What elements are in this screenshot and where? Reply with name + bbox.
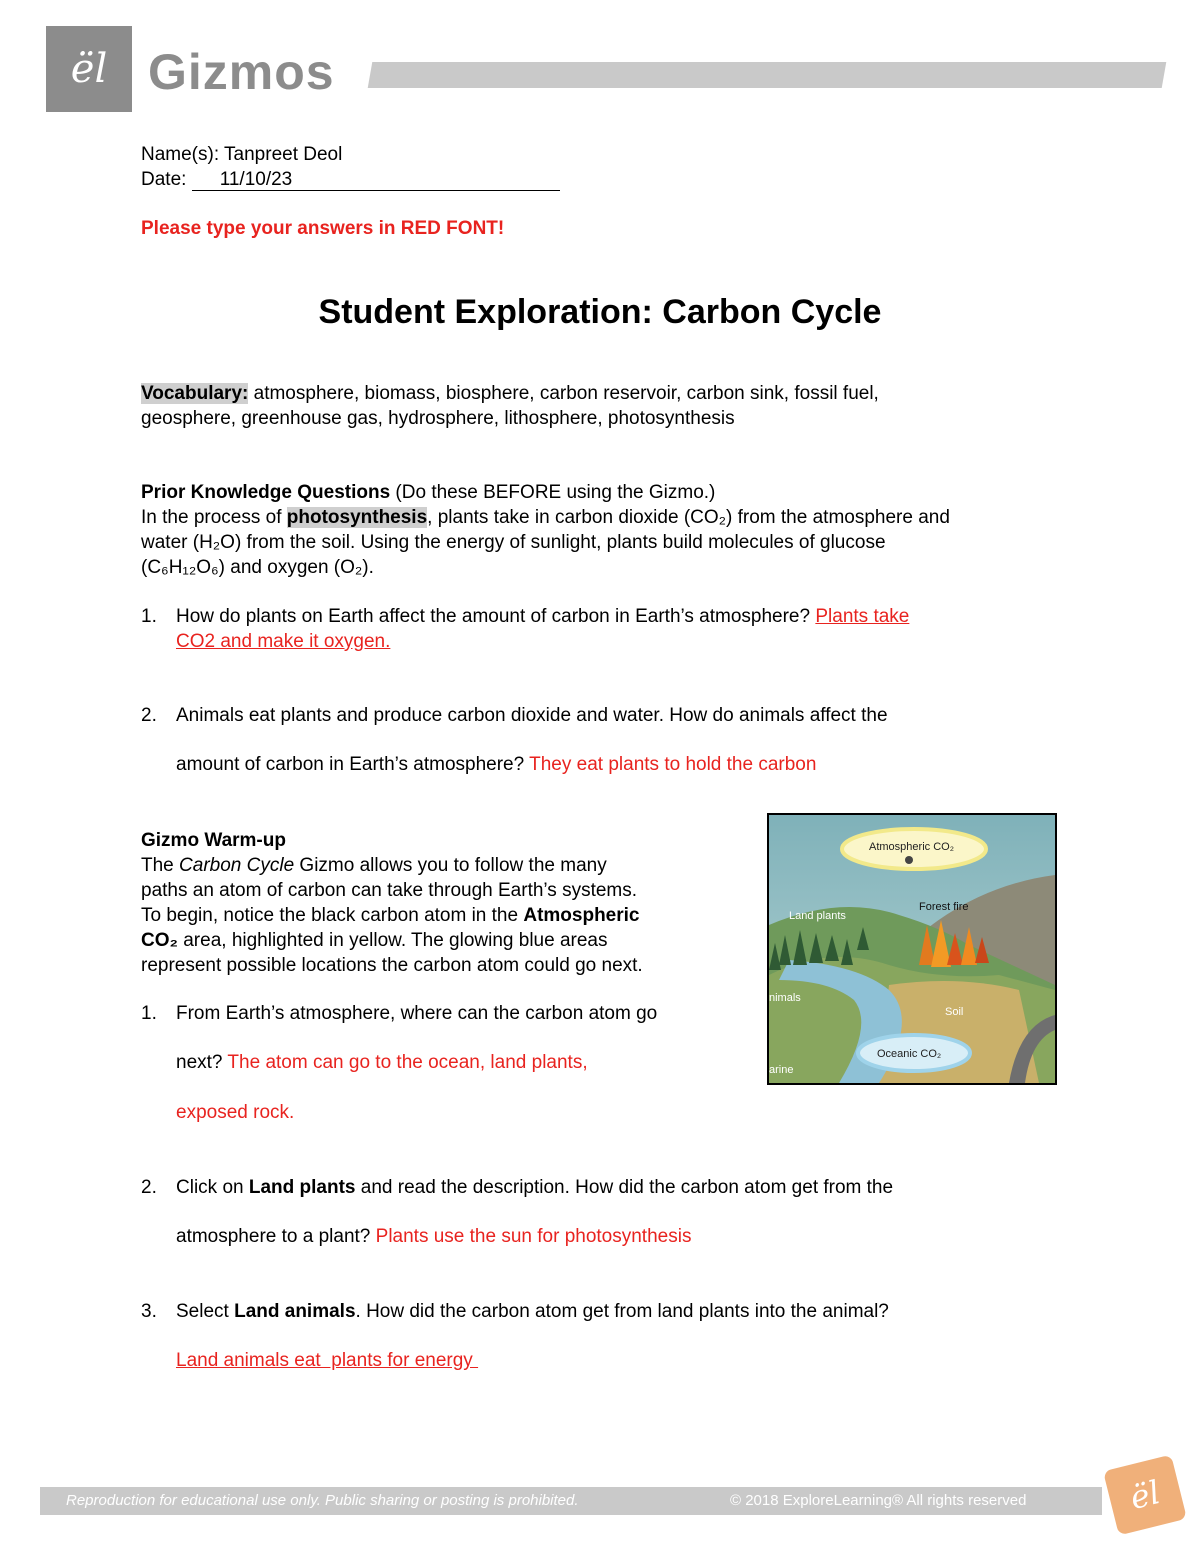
warmup-text: To begin, notice the black carbon atom in the xyxy=(141,905,524,926)
warmup-line-2: paths an atom of carbon can take through Earth’s systems. xyxy=(141,880,638,901)
soil-label: Soil xyxy=(945,1006,964,1018)
warmup-q2 xyxy=(176,1175,893,1200)
land-animals-term: Land animals xyxy=(234,1301,356,1322)
answer-text[interactable]: Plants use the sun for photosynthesis xyxy=(375,1226,692,1247)
carbon-cycle-illustration xyxy=(769,815,1055,1083)
warmup-line-1 xyxy=(141,853,607,878)
footer-copyright: © 2018 ExploreLearning® All rights reserved xyxy=(730,1492,1027,1509)
land-plants-term: Land plants xyxy=(248,1177,356,1198)
atmospheric-label: Atmospheric CO₂ xyxy=(869,841,954,853)
instruction: Please type your answers in RED FONT! xyxy=(141,218,505,239)
prior-text: In the process of xyxy=(141,507,287,528)
photosynthesis-term: photosynthesis xyxy=(286,507,428,528)
date-value xyxy=(192,170,560,191)
prior-para-1 xyxy=(141,505,950,530)
warmup-text: Gizmo allows you to follow the many xyxy=(294,855,607,876)
question-text: How do plants on Earth affect the amount of carbon in Earth’s atmosphere? xyxy=(176,606,816,627)
question-number: 2. xyxy=(141,1177,157,1198)
question-number: 2. xyxy=(141,705,157,726)
vocab-line-1 xyxy=(141,381,879,406)
logo-badge xyxy=(46,26,132,112)
question-text: next? xyxy=(176,1052,228,1073)
oceanic-label: Oceanic CO₂ xyxy=(877,1048,942,1060)
footer-bar xyxy=(40,1487,1102,1515)
prior-text: , plants take in carbon dioxide (CO₂) from the atmosphere and xyxy=(427,507,950,528)
warmup-line-4 xyxy=(141,928,608,953)
prior-para-2: water (H₂O) from the soil. Using the energy of sunlight, plants build molecules of glucose xyxy=(141,532,886,553)
date-label: Date: xyxy=(141,169,187,190)
prior-heading-line xyxy=(141,480,715,505)
answer-text[interactable]: The atom can go to the ocean, land plants, xyxy=(227,1052,588,1073)
prior-heading-note: (Do these BEFORE using the Gizmo.) xyxy=(390,482,716,503)
header-bar xyxy=(368,62,1167,88)
question-text: Click on xyxy=(176,1177,249,1198)
warmup-text: area, highlighted in yellow. The glowing blue areas xyxy=(177,930,608,951)
warmup-q1: From Earth’s atmosphere, where can the carbon atom go xyxy=(176,1003,658,1024)
vocab-terms-1: atmosphere, biomass, biosphere, carbon reservoir, carbon sink, fossil fuel, xyxy=(248,383,879,404)
question-text: atmosphere to a plant? xyxy=(176,1226,376,1247)
footer-logo-glyph: ël xyxy=(1126,1473,1164,1517)
warmup-line-5: represent possible locations the carbon atom could go next. xyxy=(141,955,643,976)
carbon-atom-icon[interactable] xyxy=(905,856,913,864)
warmup-q3 xyxy=(176,1299,889,1324)
answer-text[interactable]: CO2 and make it oxygen. xyxy=(176,631,391,652)
marine-label: arine xyxy=(769,1064,794,1076)
question-number: 1. xyxy=(141,1003,157,1024)
warmup-text: The xyxy=(141,855,180,876)
warmup-q1-cont xyxy=(176,1050,588,1075)
answer-text[interactable]: They eat plants to hold the carbon xyxy=(529,754,817,775)
footer-logo-icon xyxy=(1103,1455,1187,1536)
vocab-label: Vocabulary: xyxy=(141,383,249,404)
student-name: Name(s): Tanpreet Deol xyxy=(141,144,343,165)
footer-notice: Reproduction for educational use only. Public sharing or posting is prohibited. xyxy=(66,1492,579,1509)
warmup-q2-cont xyxy=(176,1224,691,1249)
question-number: 1. xyxy=(141,606,157,627)
question-text: . How did the carbon atom get from land plants into the animal? xyxy=(355,1301,889,1322)
warmup-heading: Gizmo Warm-up xyxy=(141,830,286,851)
vocab-terms-2: geosphere, greenhouse gas, hydrosphere, lithosphere, photosynthesis xyxy=(141,408,735,429)
question-number: 3. xyxy=(141,1301,157,1322)
animals-label: nimals xyxy=(769,992,801,1004)
prior-para-3: (C₆H₁₂O₆) and oxygen (O₂). xyxy=(141,557,374,578)
land-plants-label: Land plants xyxy=(789,910,846,922)
warmup-line-3 xyxy=(141,903,640,928)
brand-wordmark: Gizmos xyxy=(148,44,335,100)
answer-text[interactable]: exposed rock. xyxy=(176,1102,295,1123)
atmospheric-term: Atmospheric xyxy=(523,905,640,926)
prior-q2: Animals eat plants and produce carbon dioxide and water. How do animals affect the xyxy=(176,705,888,726)
logo-glyph: ël xyxy=(70,46,108,92)
question-text: Select xyxy=(176,1301,235,1322)
prior-q1 xyxy=(176,604,909,629)
answer-text[interactable]: Plants take xyxy=(815,606,910,627)
prior-heading: Prior Knowledge Questions xyxy=(141,482,391,503)
date-value-text: 11/10/23 xyxy=(219,169,293,190)
co2-term: CO₂ xyxy=(141,930,178,951)
question-text: amount of carbon in Earth’s atmosphere? xyxy=(176,754,530,775)
carbon-cycle-figure xyxy=(767,813,1057,1085)
page-title: Student Exploration: Carbon Cycle xyxy=(318,293,882,331)
answer-text[interactable]: Land animals eat plants for energy xyxy=(176,1350,479,1371)
gizmo-name: Carbon Cycle xyxy=(179,855,295,876)
date-line xyxy=(141,167,560,192)
forest-fire-label: Forest fire xyxy=(919,901,969,913)
prior-q2-cont xyxy=(176,752,816,777)
question-text: and read the description. How did the carbon atom get from the xyxy=(355,1177,894,1198)
